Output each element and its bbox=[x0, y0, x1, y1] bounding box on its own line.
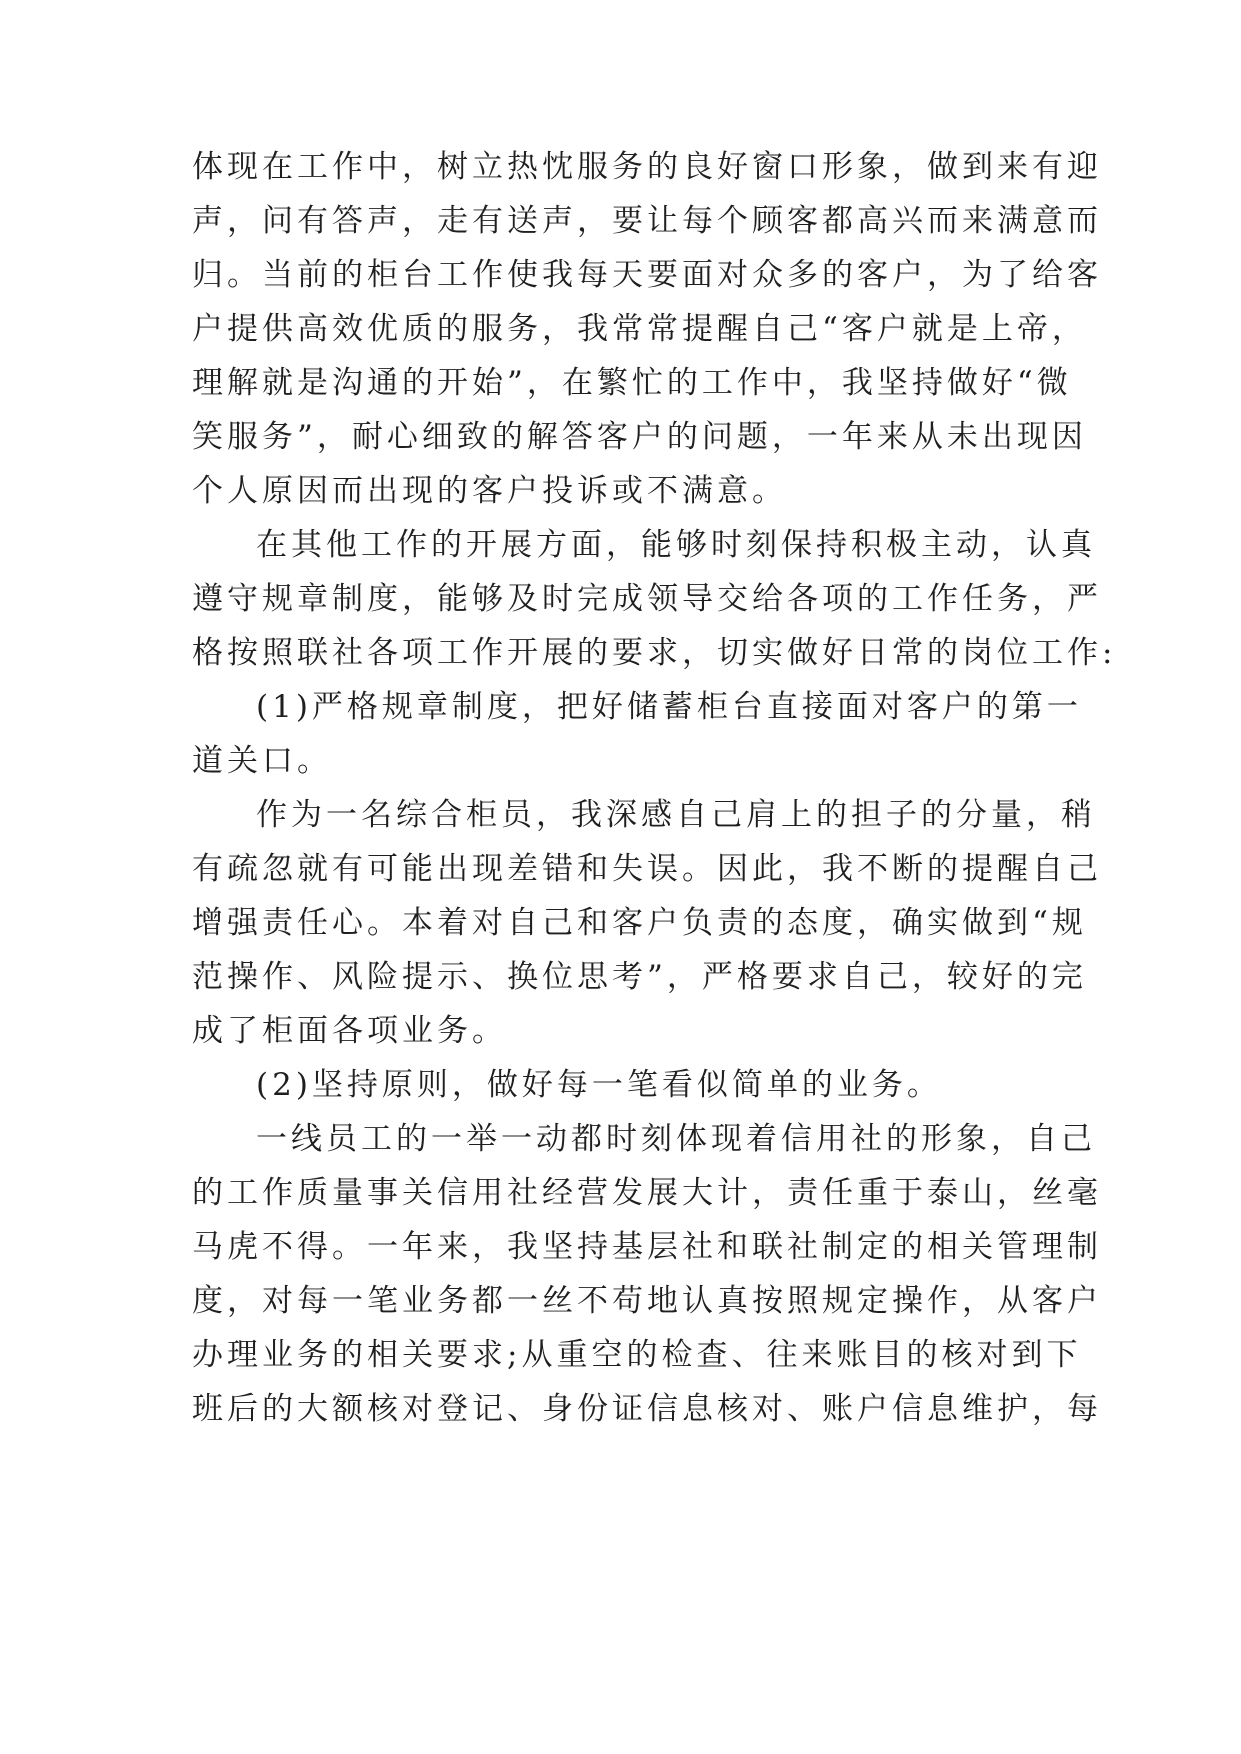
text-line: 成了柜面各项业务。 bbox=[192, 1013, 507, 1049]
text-line: 度，对每一笔业务都一丝不苟地认真按照规定操作，从客户 bbox=[192, 1283, 1102, 1319]
numbered-heading-2: (2)坚持原则，做好每一笔看似简单的业务。 bbox=[256, 1067, 942, 1103]
text-line: 范操作、风险提示、换位思考”，严格要求自己，较好的完 bbox=[192, 959, 1087, 995]
paragraph-first-line: 一线员工的一举一动都时刻体现着信用社的形象，自己 bbox=[256, 1121, 1096, 1157]
text-line: 笑服务”，耐心细致的解答客户的问题，一年来从未出现因 bbox=[192, 419, 1087, 455]
text-line: 增强责任心。本着对自己和客户负责的态度，确实做到“规 bbox=[192, 905, 1087, 941]
text-line: 班后的大额核对登记、身份证信息核对、账户信息维护，每 bbox=[192, 1391, 1102, 1427]
text-line: 声，问有答声，走有送声，要让每个顾客都高兴而来满意而 bbox=[192, 203, 1102, 239]
text-line: 办理业务的相关要求;从重空的检查、往来账目的核对到下 bbox=[192, 1337, 1082, 1373]
text-line: 理解就是沟通的开始”，在繁忙的工作中，我坚持做好“微 bbox=[192, 365, 1072, 401]
paragraph-first-line: 在其他工作的开展方面，能够时刻保持积极主动，认真 bbox=[256, 527, 1096, 563]
numbered-heading-1: (1)严格规章制度，把好储蓄柜台直接面对客户的第一 bbox=[256, 689, 1082, 725]
text-line: 个人原因而出现的客户投诉或不满意。 bbox=[192, 473, 787, 509]
text-line: 户提供高效优质的服务，我常常提醒自己“客户就是上帝， bbox=[192, 311, 1087, 347]
text-line: 归。当前的柜台工作使我每天要面对众多的客户，为了给客 bbox=[192, 257, 1102, 293]
paragraph-first-line: 作为一名综合柜员，我深感自己肩上的担子的分量，稍 bbox=[256, 797, 1096, 833]
text-line: 有疏忽就有可能出现差错和失误。因此，我不断的提醒自己 bbox=[192, 851, 1102, 887]
text-line: 体现在工作中，树立热忱服务的良好窗口形象，做到来有迎 bbox=[192, 149, 1102, 185]
text-line: 的工作质量事关信用社经营发展大计，责任重于泰山，丝毫 bbox=[192, 1175, 1102, 1211]
text-line: 道关口。 bbox=[192, 743, 332, 779]
text-line: 马虎不得。一年来，我坚持基层社和联社制定的相关管理制 bbox=[192, 1229, 1102, 1265]
text-line: 格按照联社各项工作开展的要求，切实做好日常的岗位工作: bbox=[192, 635, 1117, 671]
text-line: 遵守规章制度，能够及时完成领导交给各项的工作任务，严 bbox=[192, 581, 1102, 617]
